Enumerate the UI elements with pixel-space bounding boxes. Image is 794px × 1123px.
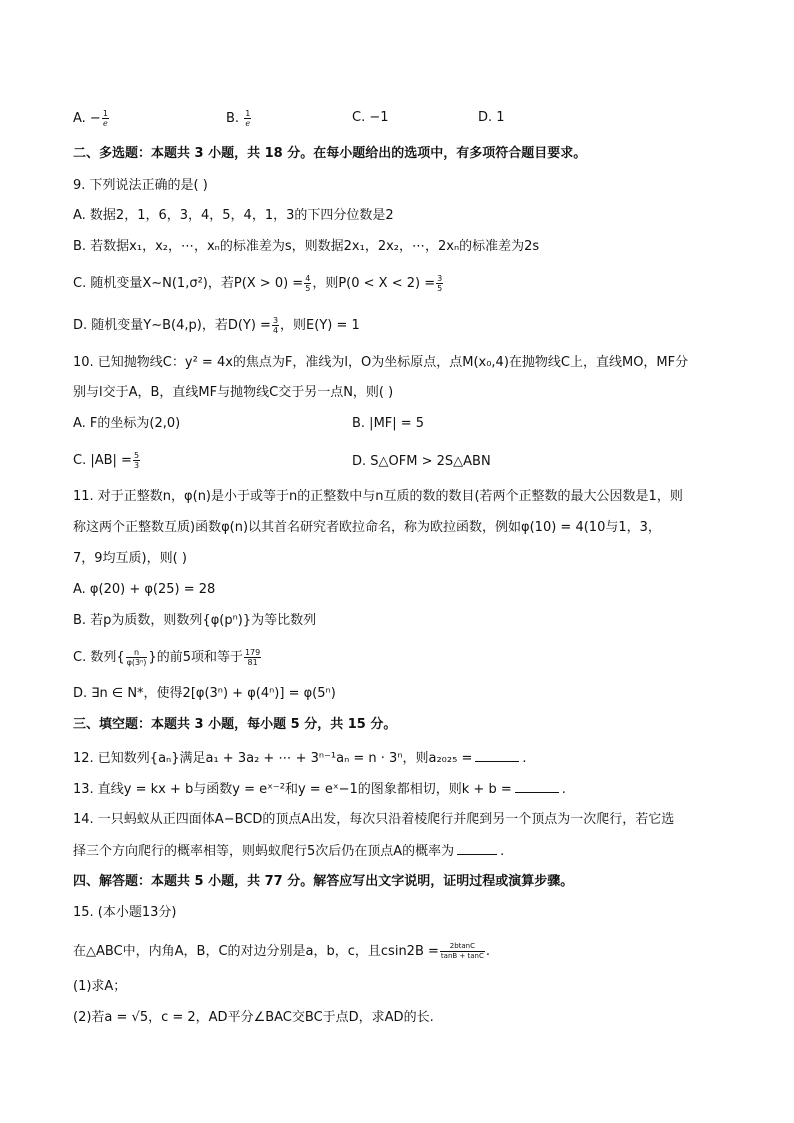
q9-option-c: C. 随机变量X∼N(1,σ²)，若P(X > 0) = $\frac{4}{5}$ ，则P(0 < X < 2) = $\frac{3}{5}$ (73, 274, 443, 293)
answer-blank[interactable] (475, 749, 519, 762)
section-2-title: 二、多选题：本题共 3 小题，共 18 分。在每小题给出的选项中，有多项符合题目要求。 (73, 146, 587, 161)
q11-option-a: A. φ(20) + φ(25) = 28 (73, 582, 216, 597)
q8-option-b (226, 109, 252, 128)
fraction: $\frac{1}{e}$ (245, 109, 251, 128)
q15-header: 15. (本小题13分) (73, 905, 177, 920)
q10-option-c: C. |AB| = $\frac{5}{3}$ (73, 451, 140, 470)
q12: 12. 已知数列{aₙ}满足a₁ + 3a₂ + ⋯ + 3ⁿ⁻¹aₙ = n · 3ⁿ，则a₂₀₂₅ = . (73, 751, 527, 766)
q10-option-d: D. S△OFM > 2S△ABN (352, 454, 491, 469)
option-label: B. (226, 111, 244, 126)
section-3-title: 三、填空题：本题共 3 小题，每小题 5 分，共 15 分。 (73, 717, 397, 732)
q11-option-c: C. 数列{ $\frac{n}{\text{φ(3ⁿ)}}$ }的前5项和等于 $\frac{179}{81}$ (73, 648, 261, 667)
q11-stem-line-3: 7，9均互质)，则( ) (73, 551, 187, 566)
q11-stem-line-2: 称这两个正整数互质)函数φ(n)以其首名研究者欧拉命名，称为欧拉函数，例如φ(10) = 4(10与1，3， (73, 520, 661, 535)
q15-part-1: (1)求A； (73, 979, 127, 994)
q10-stem-line-2: 别与l交于A，B，直线MF与抛物线C交于另一点N，则( ) (73, 385, 394, 400)
q11-option-b: B. 若p为质数，则数列{φ(pⁿ)}为等比数列 (73, 613, 317, 628)
q13: 13. 直线y = kx + b与函数y = eˣ⁻²和y = eˣ−1的图象都相切，则k + b = . (73, 782, 566, 797)
fraction: $\frac{n}{\text{φ(3ⁿ)}}$ (126, 648, 147, 667)
q9-stem: 9. 下列说法正确的是( ) (73, 178, 208, 193)
q10-stem-line-1: 10. 已知抛物线C：y² = 4x的焦点为F，准线为l，O为坐标原点，点M(x₀,4)在抛物线C上，直线MO，MF分 (73, 355, 689, 370)
q14-line-1: 14. 一只蚂蚁从正四面体A−BCD的顶点A出发，每次只沿着棱爬行并爬到另一个顶点为一次爬行，若它选 (73, 812, 675, 827)
q14-line-2: 择三个方向爬行的概率相等，则蚂蚁爬行5次后仍在顶点A的概率为 . (73, 844, 505, 859)
q11-stem-line-1: 11. 对于正整数n，φ(n)是小于或等于n的正整数中与n互质的数的数目(若两个正整数的最大公因数是1，则 (73, 489, 683, 504)
q8-option-c: C. −1 (352, 110, 389, 125)
fraction: $\frac{2btanC}{\tan B + \tan C}$ (440, 942, 484, 960)
fraction: $\frac{3}{5}$ (437, 274, 443, 293)
option-label: A. − (73, 111, 101, 126)
fraction: $\frac{179}{81}$ (244, 648, 261, 667)
q10-option-a: A. F的坐标为(2,0) (73, 416, 181, 431)
q8-option-a (73, 109, 110, 128)
answer-blank[interactable] (515, 780, 559, 793)
answer-blank[interactable] (457, 842, 497, 855)
q10-option-b: B. |MF| = 5 (352, 416, 425, 431)
q8-option-d: D. 1 (478, 110, 505, 125)
fraction: $\frac{3}{4}$ (272, 316, 279, 335)
fraction: $\frac{4}{5}$ (305, 274, 311, 293)
q15-stem: 在△ABC中，内角A，B，C的对边分别是a，b，c，且csin2B = $\frac{2btanC}{\tan B + \tan C}$ . (73, 942, 490, 960)
q9-option-b: B. 若数据x₁，x₂，⋯，xₙ的标准差为s，则数据2x₁，2x₂，⋯，2xₙ的标准差为2s (73, 239, 540, 254)
q9-option-d: D. 随机变量Y∼B(4,p)，若D(Y) = $\frac{3}{4}$ ，则E(Y) = 1 (73, 316, 360, 335)
q15-part-2: (2)若a = √5，c = 2，AD平分∠BAC交BC于点D，求AD的长. (73, 1010, 434, 1025)
fraction: $\frac{5}{3}$ (133, 451, 140, 470)
fraction: $\frac{1}{e}$ (102, 109, 108, 128)
q11-option-d: D. ∃n ∈ N*，使得2[φ(3ⁿ) + φ(4ⁿ)] = φ(5ⁿ) (73, 686, 336, 701)
section-4-title: 四、解答题：本题共 5 小题，共 77 分。解答应写出文字说明，证明过程或演算步骤。 (73, 874, 574, 889)
q9-option-a: A. 数据2，1，6，3，4，5，4，1，3的下四分位数是2 (73, 208, 394, 223)
